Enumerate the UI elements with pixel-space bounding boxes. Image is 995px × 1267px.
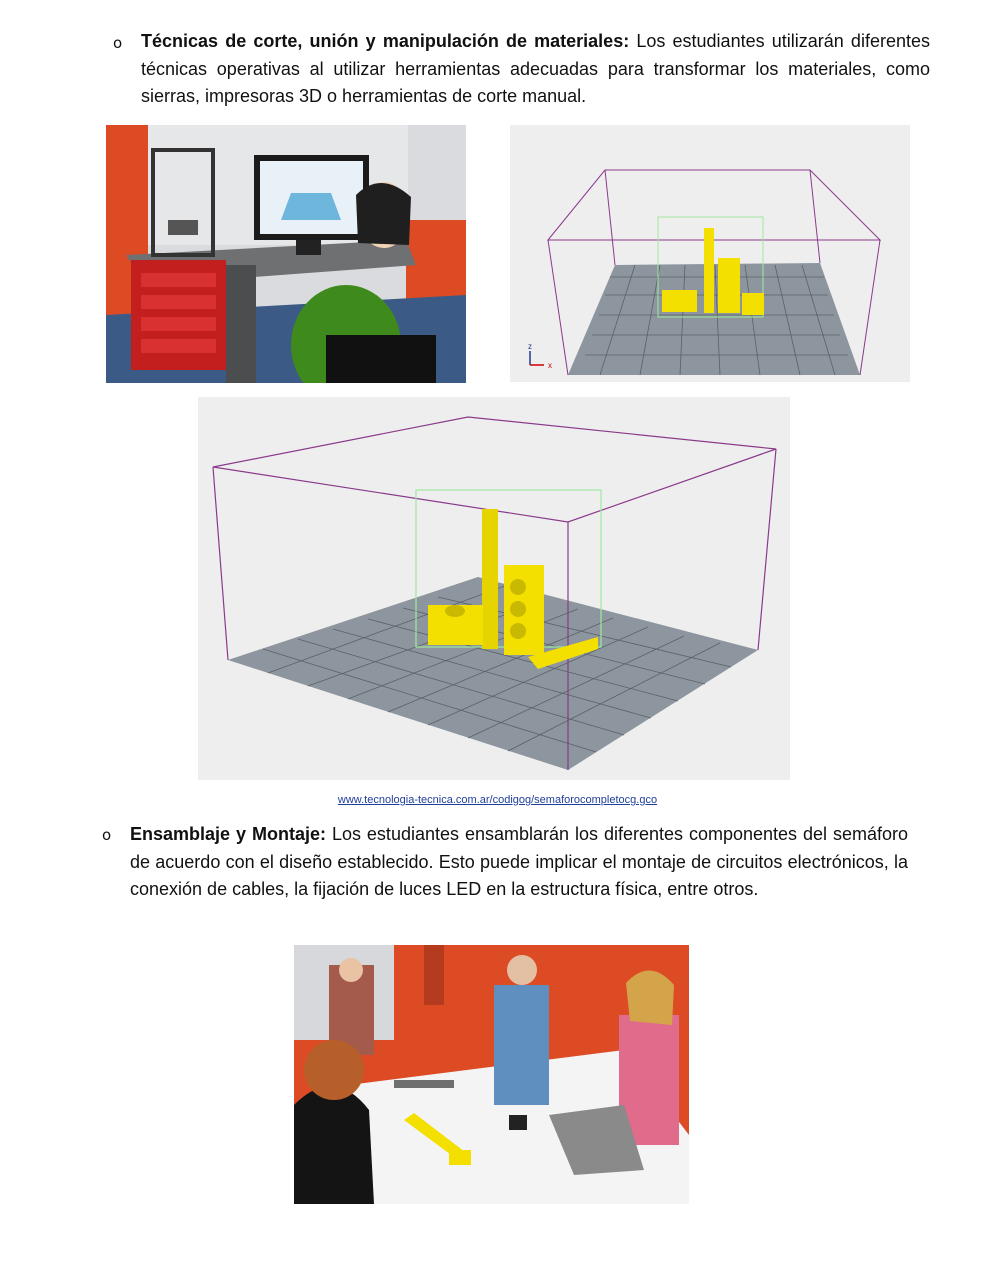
list-bullet: o [102,826,112,844]
slicer-preview-small [510,125,910,382]
paragraph-title: Técnicas de corte, unión y manipulación de materiales: [141,31,630,51]
paragraph-title: Ensamblaje y Montaje: [130,824,326,844]
axis-label-x: x [548,361,552,370]
paragraph-assembly [130,821,908,904]
list-bullet: o [113,34,123,52]
assembly-scene-image [294,945,689,1204]
axis-label-z: z [528,342,532,351]
paragraph-body: Los estudiantes utilizarán diferentes técnicas operativas al utilizar herramientas adecuadas para transformar los materiales, como sierras, impresoras 3D o herramientas de corte manual. [141,31,930,106]
paragraph-body: Los estudiantes ensamblarán los diferentes componentes del semáforo de acuerdo con el diseño establecido. Esto puede implicar el montaje de circuitos electrónicos, la conexión de cables, la fijación de luces LED en la estructura física, entre otros. [130,824,908,899]
slicer-preview-large [198,397,790,780]
printer-desk-image [106,125,466,383]
paragraph-techniques [141,28,930,111]
source-link[interactable]: www.tecnologia-tecnica.com.ar/codigog/semaforocompletocg.gco [337,794,658,806]
